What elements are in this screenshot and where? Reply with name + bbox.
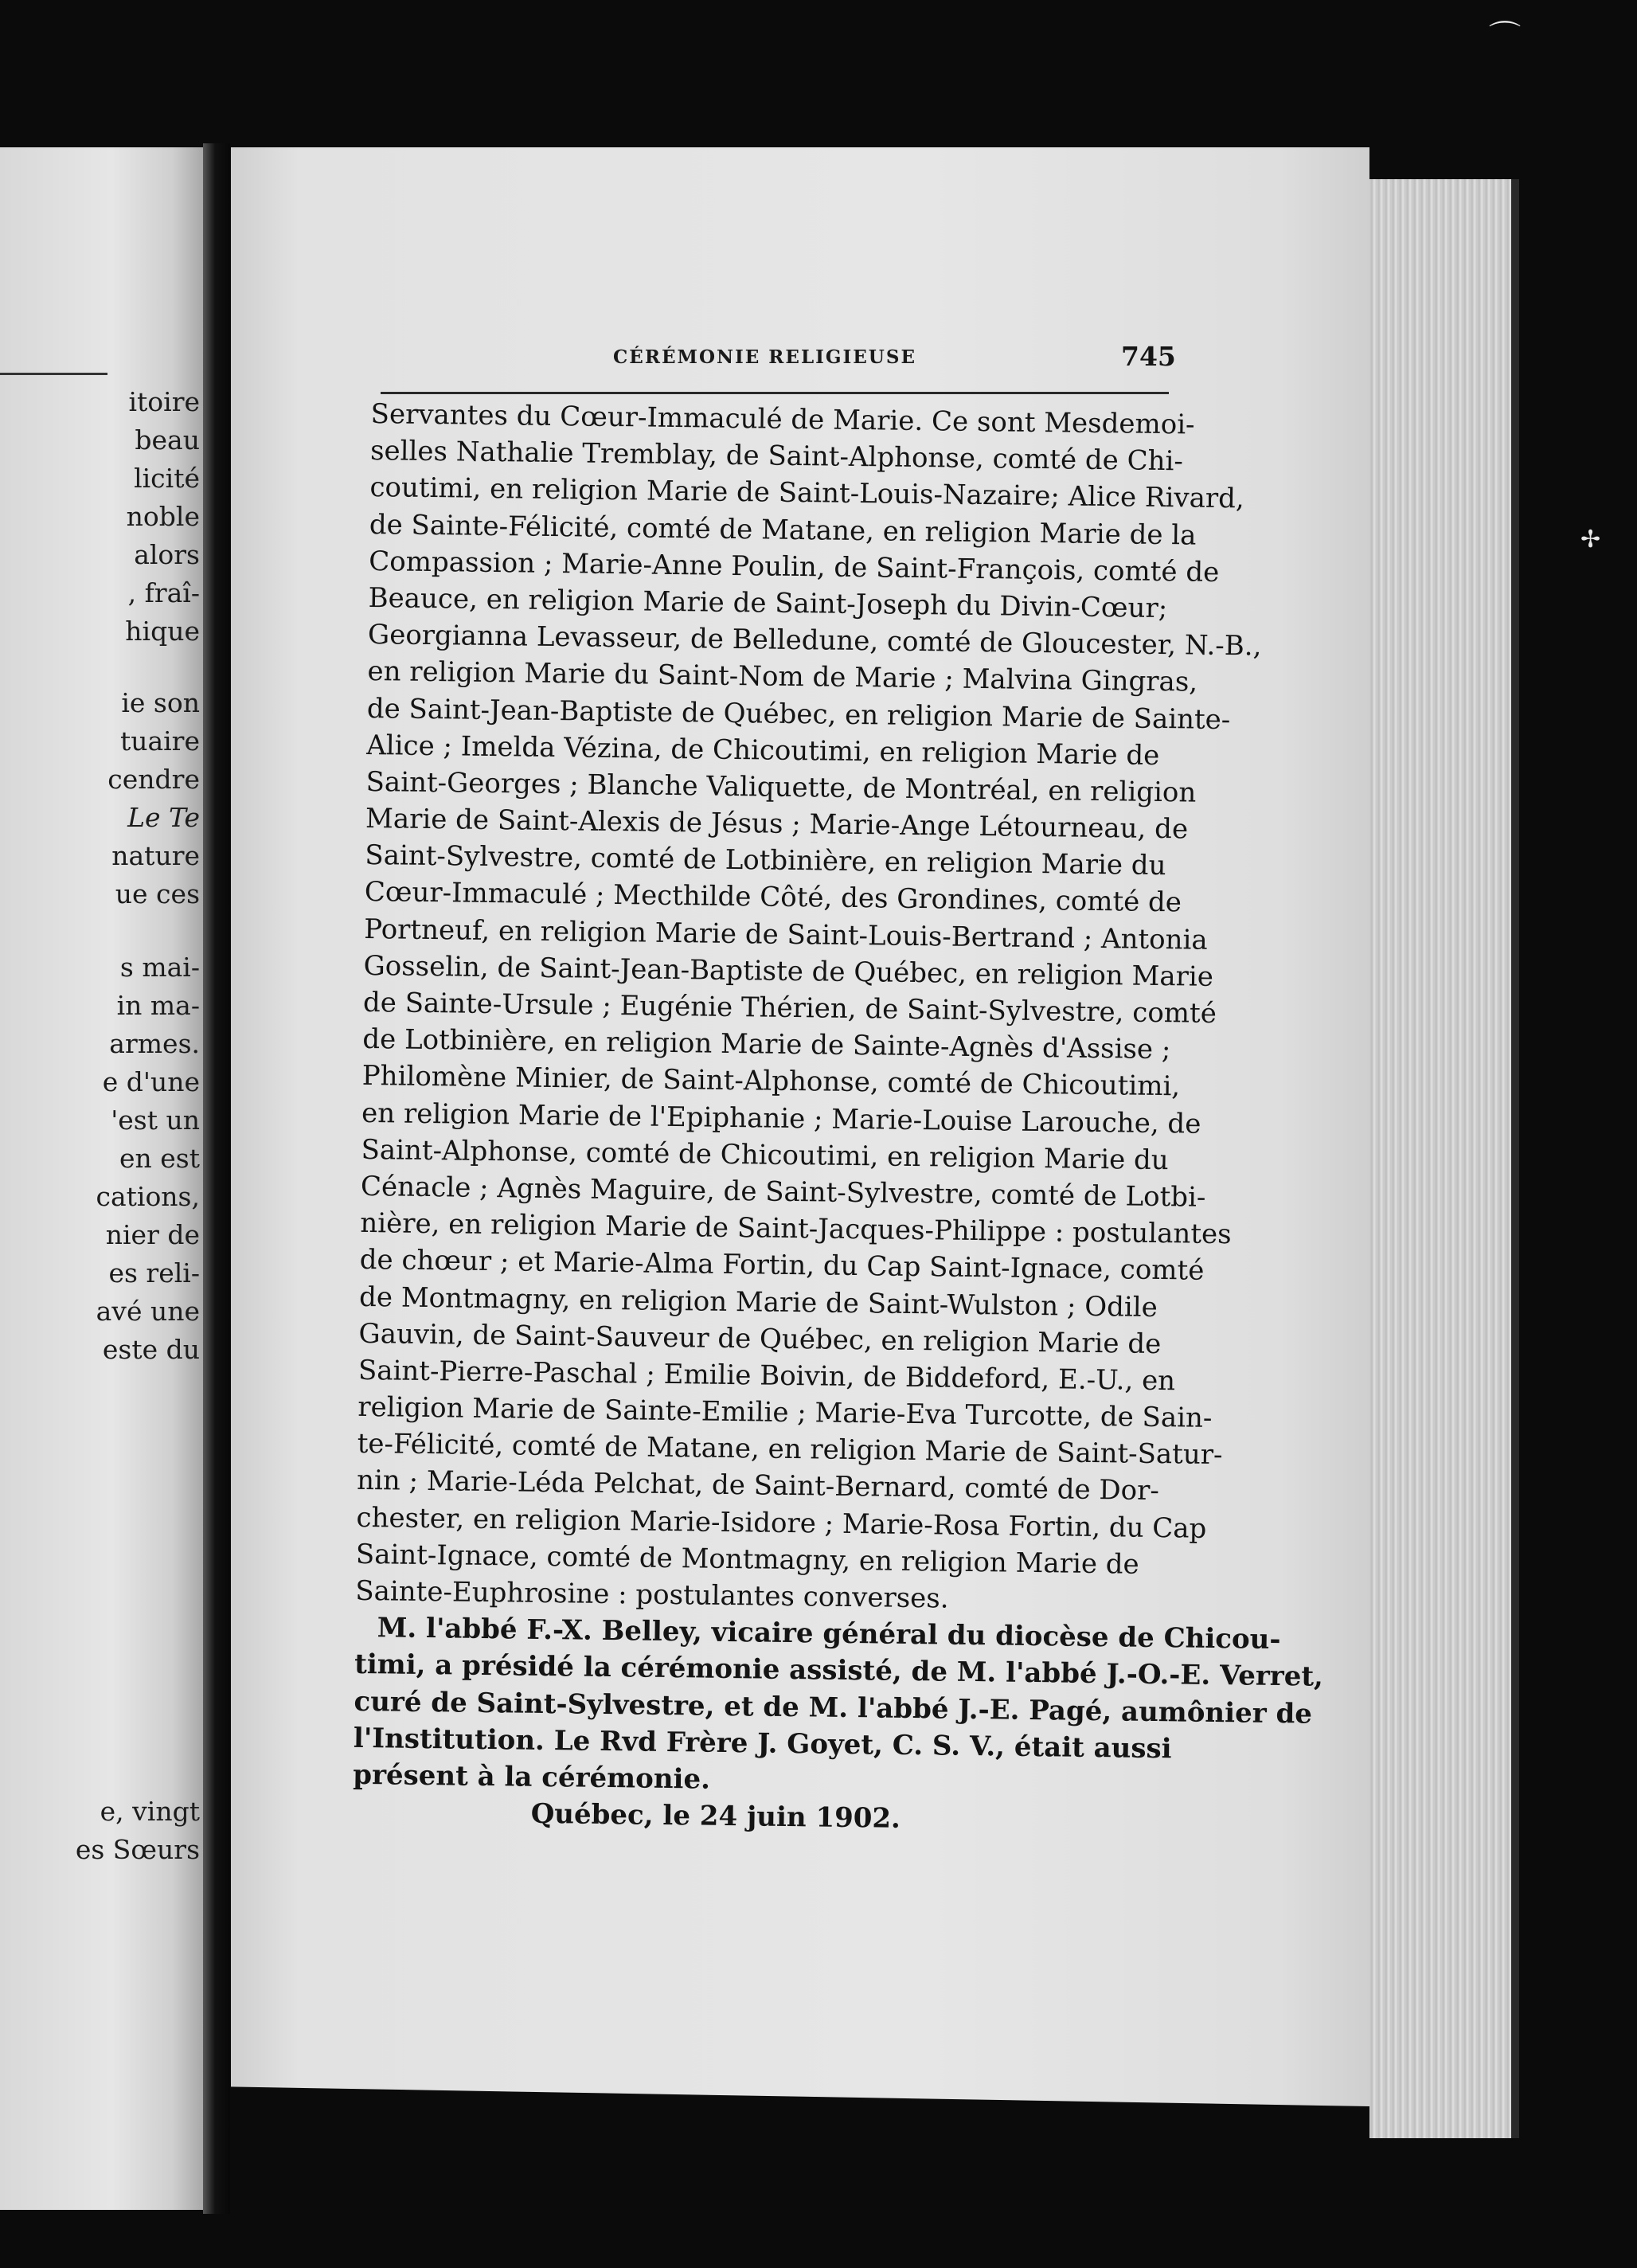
body-line: Portneuf, en religion Marie de Saint-Louis-Bertrand ; Antonia: [363, 913, 1208, 956]
body-line: Gauvin, de Saint-Sauveur de Québec, en religion Marie de: [358, 1317, 1162, 1360]
left-line: es reli-: [108, 1257, 200, 1288]
body-line: Saint-Pierre-Paschal ; Emilie Boivin, de Biddeford, E.-U., en: [357, 1354, 1176, 1398]
page-edges: [1369, 179, 1511, 2138]
header-rule: [381, 392, 1169, 394]
left-line: avé une: [96, 1296, 200, 1327]
left-page-fragment: [0, 147, 203, 2210]
left-line: Le Te: [127, 802, 200, 833]
left-line: nier de: [105, 1219, 200, 1250]
left-line: en est: [119, 1143, 200, 1174]
running-head: CÉRÉMONIE RELIGIEUSE: [613, 346, 917, 368]
book-gutter: [203, 143, 230, 2214]
body-line: Saint-Ignace, comté de Montmagny, en religion Marie de: [355, 1538, 1139, 1581]
body-line: en religion Marie du Saint-Nom de Marie ; Malvina Gingras,: [367, 655, 1198, 698]
left-line: cations,: [96, 1181, 200, 1212]
left-line: beau: [135, 424, 200, 456]
body-line: Marie de Saint-Alexis de Jésus ; Marie-Ange Létourneau, de: [365, 803, 1189, 846]
left-line: nature: [111, 840, 200, 871]
closing-line: curé de Saint-Sylvestre, et de M. l'abbé J.-E. Pagé, aumônier de: [354, 1685, 1313, 1730]
body-line: selles Nathalie Tremblay, de Saint-Alphonse, comté de Chi-: [369, 435, 1184, 478]
left-line: armes.: [109, 1028, 200, 1059]
left-line: ue ces: [115, 878, 200, 909]
place-date-signature: Québec, le 24 juin 1902.: [530, 1797, 901, 1835]
scan-speck: ✢: [1580, 526, 1601, 553]
body-line: te-Félicité, comté de Matane, en religion Marie de Saint-Satur-: [357, 1428, 1223, 1472]
body-line: de chœur ; et Marie-Alma Fortin, du Cap Saint-Ignace, comté: [359, 1244, 1205, 1288]
body-line: de Sainte-Félicité, comté de Matane, en religion Marie de la: [369, 508, 1197, 552]
left-line: hique: [125, 616, 200, 647]
left-line: tuaire: [119, 725, 200, 757]
left-line: noble: [126, 501, 200, 532]
page-body: [352, 396, 1324, 1840]
body-line: nin ; Marie-Léda Pelchat, de Saint-Bernard, comté de Dor-: [356, 1464, 1160, 1507]
left-line: licité: [134, 463, 200, 494]
closing-line: timi, a présidé la cérémonie assisté, de M. l'abbé J.-O.-E. Verret,: [354, 1648, 1324, 1694]
scan-speck: ⌒: [1489, 19, 1521, 56]
page-number: 745: [1121, 341, 1176, 372]
body-line: Alice ; Imelda Vézina, de Chicoutimi, en religion Marie de: [365, 729, 1160, 772]
body-line: de Saint-Jean-Baptiste de Québec, en religion Marie de Sainte-: [366, 692, 1231, 736]
body-line: Servantes du Cœur-Immaculé de Marie. Ce sont Mesdemoi-: [370, 397, 1195, 441]
body-line: nière, en religion Marie de Saint-Jacques-Philippe : postulantes: [360, 1207, 1232, 1251]
body-line: Cénacle ; Agnès Maguire, de Saint-Sylvestre, comté de Lotbi-: [360, 1170, 1206, 1214]
body-line: Gosselin, de Saint-Jean-Baptiste de Québec, en religion Marie: [363, 949, 1214, 993]
body-line: Beauce, en religion Marie de Saint-Joseph du Divin-Cœur;: [368, 581, 1168, 625]
left-line: ie son: [121, 687, 200, 718]
closing-line: présent à la cérémonie.: [353, 1758, 711, 1796]
body-line: Philomène Minier, de Saint-Alphonse, comté de Chicoutimi,: [361, 1060, 1181, 1103]
body-line: Saint-Sylvestre, comté de Lotbinière, en religion Marie du: [365, 839, 1166, 882]
left-line: s mai-: [119, 952, 200, 983]
body-line: Saint-Alphonse, comté de Chicoutimi, en religion Marie du: [361, 1133, 1169, 1176]
closing-line: l'Institution. Le Rvd Frère J. Goyet, C. S. V., était aussi: [353, 1722, 1172, 1766]
body-line: chester, en religion Marie-Isidore ; Marie-Rosa Fortin, du Cap: [356, 1501, 1207, 1545]
body-line: religion Marie de Sainte-Emilie ; Marie-Eva Turcotte, de Sain-: [357, 1390, 1213, 1434]
body-line: Georgianna Levasseur, de Belledune, comté de Gloucester, N.-B.,: [367, 619, 1262, 663]
body-line: de Montmagny, en religion Marie de Saint-Wulston ; Odile: [358, 1281, 1158, 1324]
closing-paragraph: [353, 1609, 1324, 1804]
left-page-rule: [0, 373, 107, 375]
body-line: coutimi, en religion Marie de Saint-Louis-Nazaire; Alice Rivard,: [369, 471, 1244, 515]
left-line: 'est un: [111, 1105, 200, 1136]
left-line: es Sœurs: [75, 1834, 200, 1865]
left-line: cendre: [107, 764, 200, 795]
body-line: de Sainte-Ursule ; Eugénie Thérien, de Saint-Sylvestre, comté: [362, 986, 1217, 1030]
page-edges-shadow: [1511, 179, 1519, 2138]
closing-line: M. l'abbé F.-X. Belley, vicaire général du diocèse de Chicou-: [377, 1612, 1281, 1656]
left-line: e, vingt: [100, 1796, 200, 1827]
body-line: en religion Marie de l'Epiphanie ; Marie-Louise Larouche, de: [361, 1097, 1201, 1140]
left-line: este du: [102, 1334, 200, 1365]
left-line: e d'une: [102, 1066, 200, 1097]
body-line: Cœur-Immaculé ; Mecthilde Côté, des Grondines, comté de: [364, 876, 1182, 919]
body-line: Sainte-Euphrosine : postulantes converses.: [355, 1574, 949, 1615]
body-line: de Lotbinière, en religion Marie de Sainte-Agnès d'Assise ;: [362, 1023, 1171, 1066]
left-line: alors: [134, 539, 200, 570]
left-line: itoire: [128, 386, 200, 417]
left-line: in ma-: [116, 990, 200, 1021]
body-line: Saint-Georges ; Blanche Valiquette, de Montréal, en religion: [365, 765, 1197, 809]
left-line: , fraî-: [127, 577, 200, 608]
body-line: Compassion ; Marie-Anne Poulin, de Saint-François, comté de: [369, 545, 1220, 589]
